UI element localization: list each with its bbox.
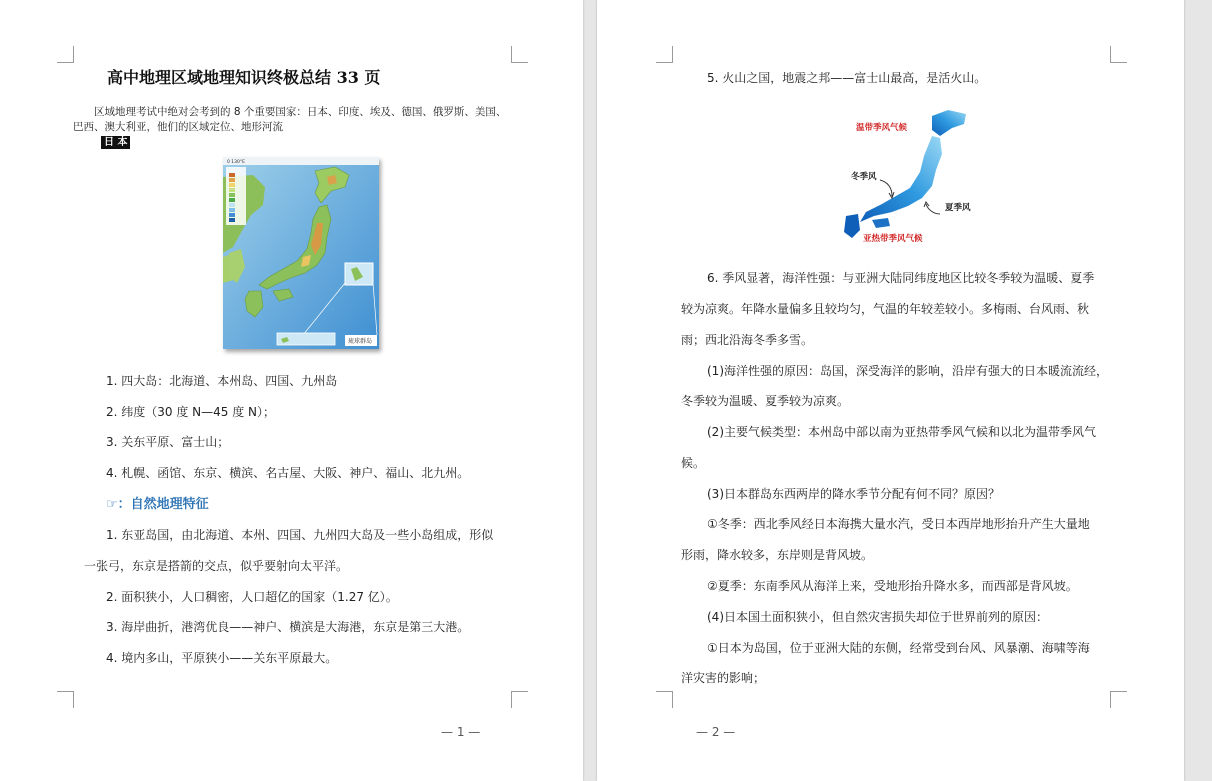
- margin-mark: [511, 691, 528, 708]
- paragraph-line: ②夏季：东南季风从海洋上来，受地形抬升降水多，而西部是背风坡。: [707, 579, 1078, 593]
- list-item: 4. 境内多山，平原狭小——关东平原最大。: [106, 651, 338, 665]
- intro-line: 巴西、澳大利亚，他们的区域定位、地形河流: [73, 121, 283, 133]
- paragraph-line: 雨；西北沿海冬季多雪。: [681, 333, 814, 347]
- margin-mark: [656, 46, 673, 63]
- margin-mark: [57, 691, 74, 708]
- page-1: [0, 0, 583, 781]
- map-label-subtropical: 亚热带季风气候: [863, 234, 923, 244]
- margin-mark: [1110, 691, 1127, 708]
- list-item: 3. 关东平原、富士山；: [106, 435, 230, 449]
- paragraph-line: ①日本为岛国，位于亚洲大陆的东侧，经常受到台风、风暴潮、海啸等海: [707, 641, 1090, 655]
- paragraph-line: 冬季较为温暖、夏季较为凉爽。: [681, 394, 850, 408]
- paragraph-line: (3)日本群岛东西两岸的降水季节分配有何不同？原因？: [707, 487, 1001, 501]
- svg-text:0 130°E: 0 130°E: [227, 160, 245, 165]
- map-label-temperate: 温带季风气候: [856, 123, 908, 133]
- document-title: 高中地理区域地理知识终极总结 33 页: [107, 68, 381, 87]
- section-tag-japan: 日 本: [101, 136, 130, 149]
- map-caption: 琉球群岛: [348, 338, 373, 345]
- map-label-winter-wind: 冬季风: [851, 172, 877, 182]
- paragraph-line: 形雨，降水较多，东岸则是背风坡。: [681, 548, 874, 562]
- paragraph-line: ①冬季：西北季风经日本海携大量水汽，受日本西岸地形抬升产生大量地: [707, 517, 1090, 531]
- list-item: 2. 面积狭小，人口稠密，人口超亿的国家（1.27 亿）。: [106, 590, 398, 604]
- list-item: 3. 海岸曲折，港湾优良——神户、横滨是大海港，东京是第三大港。: [106, 620, 470, 634]
- margin-mark: [57, 46, 74, 63]
- list-item: 2. 纬度（30 度 N—45 度 N）；: [106, 405, 276, 419]
- paragraph-line: (1)海洋性强的原因：岛国，深受海洋的影响，沿岸有强大的日本暖流流经，: [707, 364, 1109, 378]
- list-item: 5. 火山之国，地震之邦——富士山最高，是活火山。: [707, 71, 987, 85]
- list-item: 4. 札幌、函馆、东京、横滨、名古屋、大阪、神户、福山、北九州。: [106, 466, 470, 480]
- paragraph-line: 6. 季风显著，海洋性强：与亚洲大陆同纬度地区比较冬季较为温暖、夏季: [707, 271, 1095, 285]
- paragraph-line: (2)主要气候类型：本州岛中部以南为亚热带季风气候和以北为温带季风气: [707, 425, 1097, 439]
- margin-mark: [511, 46, 528, 63]
- paragraph-line: 1. 东亚岛国，由北海道、本州、四国、九州四大岛及一些小岛组成，形似: [106, 528, 494, 542]
- japan-topographic-map: [223, 157, 379, 349]
- paragraph-line: 较为凉爽。年降水量偏多且较均匀，气温的年较差较小。多梅雨、台风雨、秋: [681, 302, 1090, 316]
- intro-line: 区域地理考试中绝对会考到的 8 个重要国家：日本、印度、埃及、德国、俄罗斯、美国、: [94, 106, 507, 118]
- section-heading: ☞：自然地理特征: [106, 497, 209, 512]
- list-item: 1. 四大岛：北海道、本州岛、四国、九州岛: [106, 374, 338, 388]
- margin-mark: [656, 691, 673, 708]
- page-number: — 2 —: [696, 725, 736, 739]
- paragraph-line: 候。: [681, 456, 706, 470]
- paragraph-line: (4)日本国土面积狭小，但自然灾害损失却位于世界前列的原因：: [707, 610, 1049, 624]
- margin-mark: [1110, 46, 1127, 63]
- paragraph-line: 洋灾害的影响；: [681, 671, 766, 685]
- paragraph-line: 一张弓，东京是搭箭的交点，似乎要射向太平洋。: [84, 559, 349, 573]
- page-number: — 1 —: [441, 725, 481, 739]
- map-label-summer-wind: 夏季风: [945, 203, 971, 213]
